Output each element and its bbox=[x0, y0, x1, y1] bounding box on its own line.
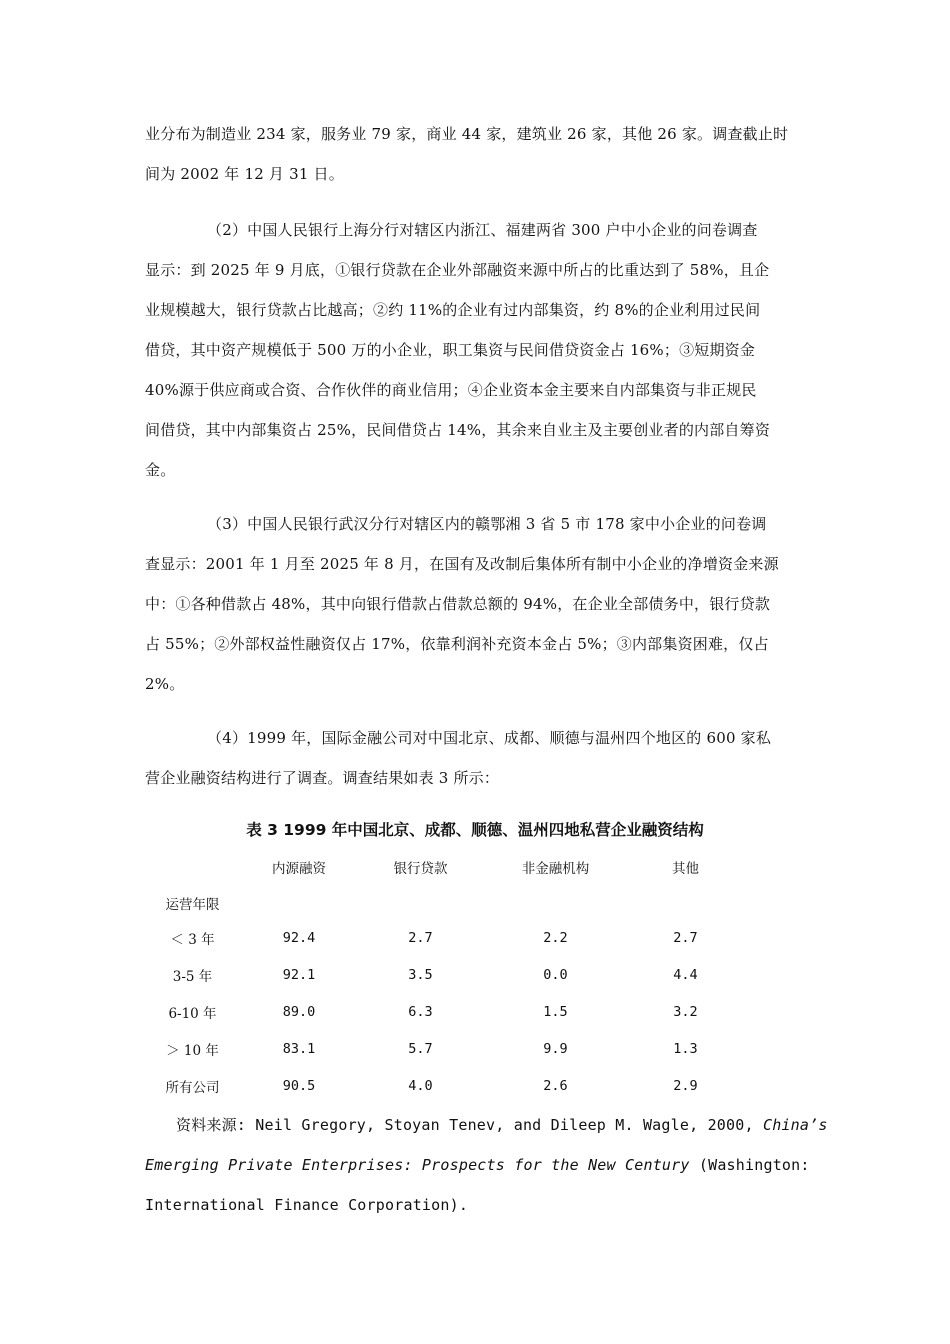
table-cell: 92.4 bbox=[282, 929, 316, 946]
table-cell: 2.7 bbox=[673, 929, 698, 946]
source-line: International Finance Corporation). bbox=[145, 1196, 469, 1214]
row-label: ＞ 10 年 bbox=[166, 1042, 219, 1059]
text-line: 业分布为制造业 234 家，服务业 79 家，商业 44 家，建筑业 26 家，其他 26 家。调查截止时 bbox=[145, 125, 789, 143]
table-row bbox=[145, 1067, 743, 1104]
text-line: 40%源于供应商或合资、合作伙伴的商业信用；④企业资本金主要来自内部集资与非正规民 bbox=[145, 381, 757, 399]
row-header-label: 运营年限 bbox=[165, 896, 220, 913]
table-cell: 2.9 bbox=[673, 1077, 698, 1094]
table-cell: 5.7 bbox=[408, 1040, 433, 1057]
table-row bbox=[145, 956, 743, 993]
table-cell: 4.4 bbox=[673, 966, 698, 983]
source-book-title: China’s bbox=[762, 1116, 828, 1134]
column-header: 其他 bbox=[672, 861, 699, 877]
source-publisher: (Washington: bbox=[689, 1156, 810, 1174]
table-cell: 2.2 bbox=[543, 929, 568, 946]
column-header: 内源融资 bbox=[272, 861, 326, 877]
text-line: 2%。 bbox=[145, 675, 185, 693]
table-cell: 89.0 bbox=[282, 1003, 316, 1020]
text-line: 占 55%；②外部权益性融资仅占 17%，依靠利润补充资本金占 5%；③内部集资困难，仅占 bbox=[145, 635, 769, 653]
table-row bbox=[145, 993, 743, 1030]
source-prefix: 资料来源: Neil Gregory, Stoyan Tenev, and Dileep M. Wagle, 2000, bbox=[176, 1116, 763, 1134]
table-cell: 6.3 bbox=[408, 1003, 433, 1020]
text-line: 显示：到 2025 年 9 月底，①银行贷款在企业外部融资来源中所占的比重达到了 58%，且企 bbox=[145, 261, 770, 279]
table-cell: 83.1 bbox=[282, 1040, 316, 1057]
source-book-title: Emerging Private Enterprises: Prospects for the New Century bbox=[145, 1156, 690, 1174]
table-cell: 1.5 bbox=[543, 1003, 568, 1020]
text-line: 中：①各种借款占 48%，其中向银行借款占借款总额的 94%，在企业全部债务中，银行贷款 bbox=[145, 595, 771, 613]
table-cell: 3.5 bbox=[408, 966, 433, 983]
text-line: （4）1999 年，国际金融公司对中国北京、成都、顺德与温州四个地区的 600 家私 bbox=[207, 729, 772, 747]
table-corner-cell bbox=[145, 848, 240, 886]
table-cell: 2.6 bbox=[543, 1077, 568, 1094]
table-title: 表 3 1999 年中国北京、成都、顺德、温州四地私营企业融资结构 bbox=[246, 821, 704, 839]
paragraph-3 bbox=[145, 504, 810, 704]
text-line: 业规模越大，银行贷款占比越高；②约 11%的企业有过内部集资，约 8%的企业利用过民间 bbox=[145, 301, 761, 319]
text-line: （2）中国人民银行上海分行对辖区内浙江、福建两省 300 户中小企业的问卷调查 bbox=[207, 221, 758, 239]
text-line: 金。 bbox=[145, 461, 176, 479]
source-line bbox=[145, 1145, 825, 1185]
source-line bbox=[145, 1105, 828, 1145]
text-line: 间借贷，其中内部集资占 25%，民间借贷占 14%，其余来自业主及主要创业者的内部自筹资 bbox=[145, 421, 771, 439]
paragraph-1 bbox=[145, 114, 810, 194]
table-cell: 9.9 bbox=[543, 1040, 568, 1057]
table-cell: 1.3 bbox=[673, 1040, 698, 1057]
text-line: 借贷，其中资产规模低于 500 万的小企业，职工集资与民间借贷资金占 16%；③短期资金 bbox=[145, 341, 756, 359]
column-header: 非金融机构 bbox=[521, 861, 590, 877]
table-row-header-label-row bbox=[145, 886, 743, 919]
table-row bbox=[145, 1030, 743, 1067]
table-row bbox=[145, 919, 743, 956]
text-line: 查显示：2001 年 1 月至 2025 年 8 月，在国有及改制后集体所有制中小企业的净增资金来源 bbox=[145, 555, 779, 573]
row-label: 6-10 年 bbox=[168, 1005, 217, 1022]
table-header-row bbox=[145, 848, 743, 886]
table-cell: 90.5 bbox=[282, 1077, 316, 1094]
column-header: 银行贷款 bbox=[393, 861, 448, 877]
table-cell: 0.0 bbox=[543, 966, 568, 983]
table-cell: 92.1 bbox=[282, 966, 316, 983]
paragraph-2 bbox=[145, 210, 810, 490]
table-cell: 2.7 bbox=[408, 929, 433, 946]
table-source-note bbox=[145, 1105, 828, 1225]
table-cell: 3.2 bbox=[673, 1003, 698, 1020]
text-line: 营企业融资结构进行了调查。调查结果如表 3 所示： bbox=[145, 769, 500, 787]
table-cell: 4.0 bbox=[408, 1077, 433, 1094]
financing-structure-table bbox=[145, 848, 743, 1104]
row-label: 3-5 年 bbox=[172, 968, 213, 985]
row-label: 所有公司 bbox=[165, 1079, 220, 1096]
row-label: ＜ 3 年 bbox=[170, 931, 215, 948]
paragraph-4 bbox=[145, 718, 810, 798]
text-line: 间为 2002 年 12 月 31 日。 bbox=[145, 165, 344, 183]
text-line: （3）中国人民银行武汉分行对辖区内的赣鄂湘 3 省 5 市 178 家中小企业的问卷调 bbox=[207, 515, 767, 533]
